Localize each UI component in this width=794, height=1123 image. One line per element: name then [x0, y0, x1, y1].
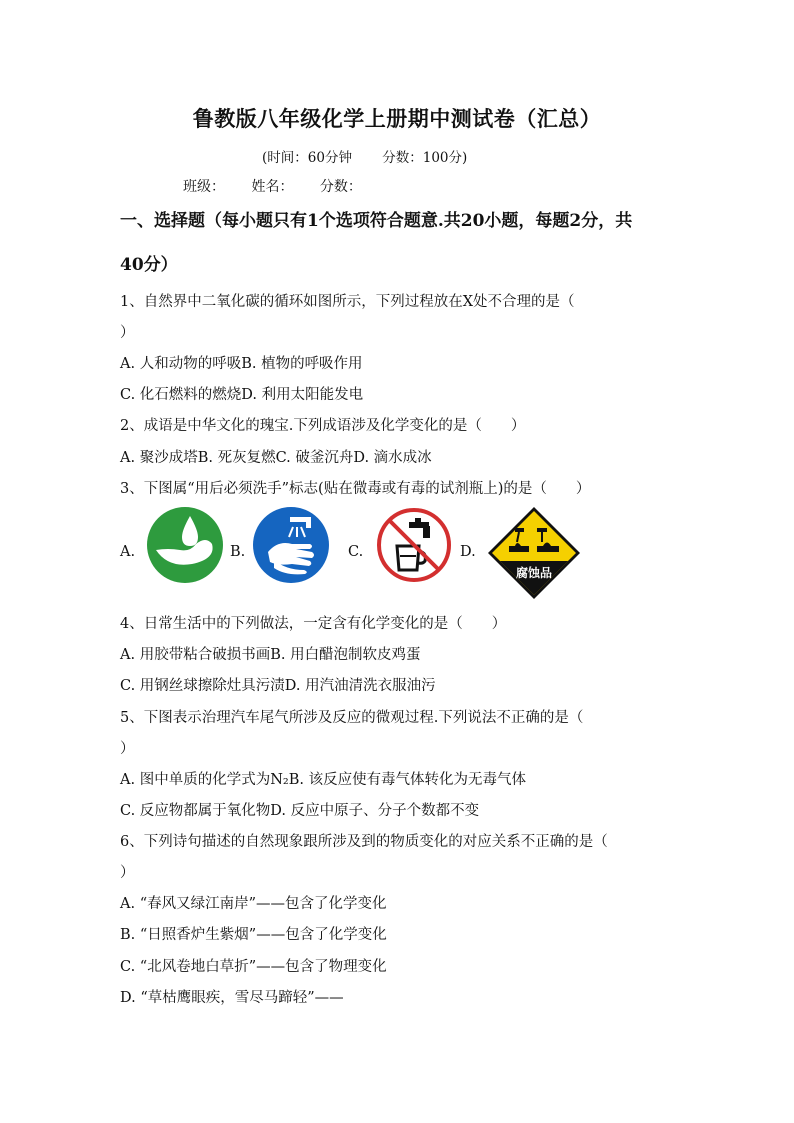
q3-sign-options: [120, 506, 600, 600]
name-label: 姓名：: [251, 179, 294, 195]
corrosive-sign-icon: [487, 506, 581, 600]
q6-close: ）: [120, 865, 135, 881]
wash-hands-sign-icon: [252, 506, 330, 584]
q4-options-ab: A. 用胶带粘合破损书画B. 用白醋泡制软皮鸡蛋: [120, 647, 421, 663]
q6-stem: 6、下列诗句描述的自然现象跟所涉及到的物质变化的对应关系不正确的是（: [120, 834, 608, 850]
q6-option-c: C. “北风卷地白草折”——包含了物理变化: [120, 959, 387, 975]
q3-option-c-label: C.: [348, 544, 364, 560]
q5-options-cd: C. 反应物都属于氧化物D. 反应中原子、分子个数都不变: [120, 803, 480, 819]
exam-subtitle: [262, 146, 493, 166]
section-heading-line2: 40分）: [120, 255, 178, 275]
class-label: 班级：: [183, 179, 225, 195]
score-label: 分数：: [319, 179, 362, 195]
water-drop-sign-icon: [146, 506, 224, 584]
q5-stem: 5、下图表示治理汽车尾气所涉及反应的微观过程.下列说法不正确的是（: [120, 710, 584, 726]
q1-close: ）: [120, 325, 135, 341]
section-heading: [120, 199, 690, 287]
q1-options-cd: C. 化石燃料的燃烧D. 利用太阳能发电: [120, 387, 364, 403]
student-info: [183, 176, 384, 196]
q3-option-b-label: B.: [230, 544, 246, 560]
q2-options: A. 聚沙成塔B. 死灰复燃C. 破釜沉舟D. 滴水成冰: [120, 450, 432, 466]
q3-stem: 3、下图属“用后必须洗手”标志(贴在微毒或有毒的试剂瓶上)的是（ ）: [120, 481, 591, 497]
q1-options-ab: A. 人和动物的呼吸B. 植物的呼吸作用: [120, 356, 363, 372]
q3-option-a-label: A.: [120, 544, 136, 560]
q2-stem: 2、成语是中华文化的瑰宝.下列成语涉及化学变化的是（ ）: [120, 418, 526, 434]
q6-option-b: B. “日照香炉生紫烟”——包含了化学变化: [120, 927, 387, 943]
section-heading-line1: 一、选择题（每小题只有1个选项符合题意.共20小题，每题2分，共: [120, 211, 633, 231]
no-drinking-sign-icon: [375, 506, 453, 584]
q5-close: ）: [120, 741, 135, 757]
q6-option-d: D. “草枯鹰眼疾，雪尽马蹄轻”——: [120, 990, 344, 1006]
time-info: (时间：60分钟: [262, 150, 352, 166]
page-title: 鲁教版八年级化学上册期中测试卷（汇总）: [192, 106, 602, 131]
score-info: 分数：100分): [382, 150, 468, 166]
q5-options-ab: A. 图中单质的化学式为N₂B. 该反应使有毒气体转化为无毒气体: [120, 772, 527, 788]
corrosive-sign-text: 腐蚀品: [515, 566, 552, 580]
q1-stem: 1、自然界中二氧化碳的循环如图所示，下列过程放在X处不合理的是（: [120, 294, 575, 310]
corrosive-sign: [487, 506, 581, 600]
q4-options-cd: C. 用钢丝球擦除灶具污渍D. 用汽油清洗衣服油污: [120, 678, 436, 694]
q3-option-d-label: D.: [460, 544, 476, 560]
q6-option-a: A. “春风又绿江南岸”——包含了化学变化: [120, 896, 387, 912]
q4-stem: 4、日常生活中的下列做法，一定含有化学变化的是（ ）: [120, 616, 507, 632]
